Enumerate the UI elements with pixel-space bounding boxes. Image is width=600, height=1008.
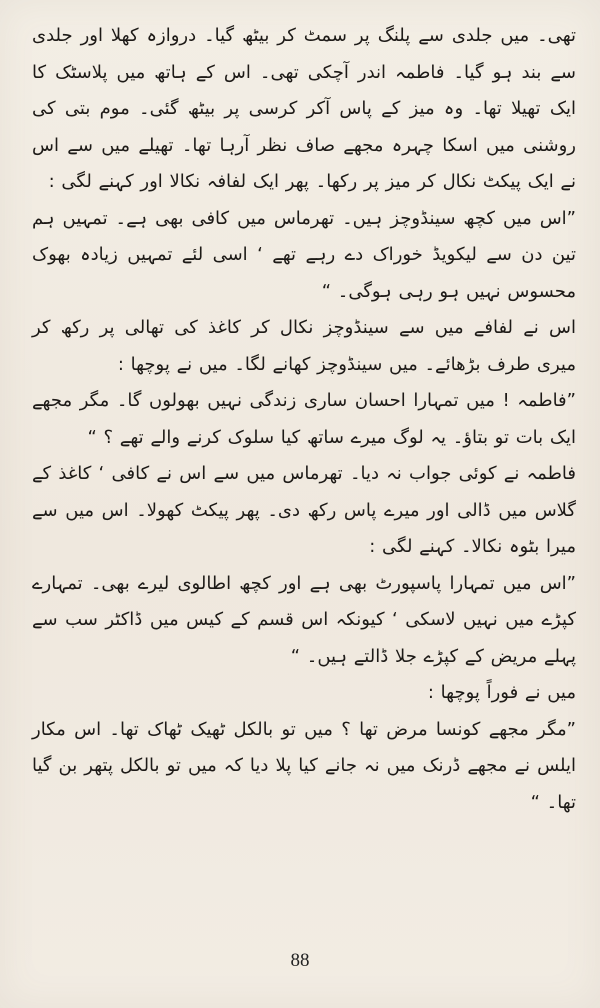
paragraph-1: تھی۔ میں جلدی سے پلنگ پر سمٹ کر بیٹھ گیا۔ دروازہ کھلا اور جلدی سے بند ہو گیا۔ فاطمہ اندر آچکی تھی۔ اس کے ہاتھ میں پلاسٹک کا ایک تھیلا تھا۔ وہ میز کے پاس آکر کرسی پر بیٹھ گئی۔ موم بتی کی روشنی میں اسکا چہرہ مجھے صاف نظر آرہا تھا۔ تھیلے میں سے اس نے ایک پیکٹ نکال کر میز پر رکھا۔ پھر ایک لفافہ نکالا اور کہنے لگی : [32,25,576,192]
paragraph-3: اس نے لفافے میں سے سینڈوچز نکال کر کاغذ کی تھالی پر رکھ کر میری طرف بڑھائے۔ میں سینڈوچز کھانے لگا۔ میں نے پوچھا : [32,317,576,375]
paragraph-4-quote: ”فاطمہ ! میں تمہارا احسان ساری زندگی نہیں بھولوں گا۔ مگر مجھے ایک بات تو بتاؤ۔ یہ لوگ میرے ساتھ کیا سلوک کرنے والے تھے ؟ “ [32,390,576,448]
urdu-text-block [32,18,576,821]
paragraph-8-quote: ”مگر مجھے کونسا مرض تھا ؟ میں تو بالکل ٹھیک ٹھاک تھا۔ اس مکار ایلس نے مجھے ڈرنک میں نہ جانے کیا پلا دیا کہ میں تو بالکل پتھر بن گیا تھا۔ “ [32,718,576,813]
paragraph-6-quote: ”اس میں تمہارا پاسپورٹ بھی ہے اور کچھ اطالوی لیرے بھی۔ تمہارے کپڑے میں نہیں لاسکی ‘ کیونکہ اس قسم کے کیس میں ڈاکٹر سب سے پہلے مریض کے کپڑے جلا ڈالتے ہیں۔ “ [32,572,576,667]
paragraph-5: فاطمہ نے کوئی جواب نہ دیا۔ تھرماس میں سے اس نے کافی ‘ کاغذ کے گلاس میں ڈالی اور میرے پاس رکھ دی۔ پھر پیکٹ کھولا۔ اس میں سے میرا بٹوہ نکالا۔ کہنے لگی : [32,463,576,557]
page-number: 88 [290,950,310,971]
paragraph-7: میں نے فوراً پوچھا : [427,682,576,703]
paragraph-2-quote: ”اس میں کچھ سینڈوچز ہیں۔ تھرماس میں کافی بھی ہے۔ تمہیں ہم تین دن سے لیکویڈ خوراک دے رہے تھے ‘ اسی لئے تمہیں زیادہ بھوک محسوس نہیں ہو رہی ہوگی۔ “ [32,207,576,302]
